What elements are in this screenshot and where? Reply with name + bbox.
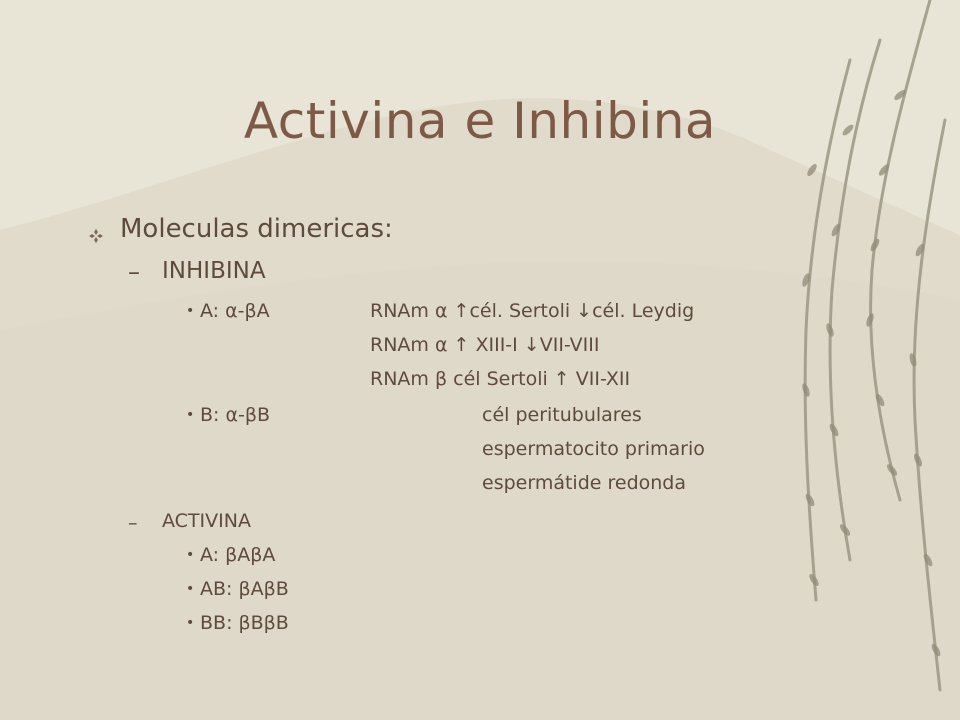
dash-marker: – — [128, 512, 138, 534]
activina-item-1: A: βAβA — [200, 544, 276, 566]
inhibina-a-label: A: α-βA — [200, 300, 270, 322]
bullet-dot: • — [186, 615, 195, 631]
inhibina-b-line-1: cél peritubulares — [482, 404, 642, 426]
bullet-moleculas-dimericas: Moleculas dimericas: — [120, 214, 393, 244]
inhibina-heading: INHIBINA — [162, 258, 266, 284]
bullet-dot: • — [186, 547, 195, 563]
inhibina-b-label: B: α-βB — [200, 404, 271, 426]
bullet-dot: • — [186, 581, 195, 597]
inhibina-b-line-2: espermatocito primario — [482, 438, 705, 460]
dash-marker: – — [128, 258, 140, 286]
activina-item-3: BB: βBβB — [200, 612, 289, 634]
inhibina-b-line-3: espermátide redonda — [482, 472, 686, 494]
lower-hill-shape — [0, 261, 960, 720]
activina-item-2: AB: βAβB — [200, 578, 289, 600]
inhibina-a-line-1: RNAm α ↑cél. Sertoli ↓cél. Leydig — [370, 300, 695, 322]
bullet-dot: • — [186, 407, 195, 423]
activina-heading: ACTIVINA — [162, 510, 251, 532]
four-diamond-bullet-icon — [88, 228, 104, 244]
slide-title: Activina e Inhibina — [243, 92, 717, 150]
inhibina-a-line-3: RNAm β cél Sertoli ↑ VII-XII — [370, 368, 631, 390]
bullet-dot: • — [186, 303, 195, 319]
inhibina-a-line-2: RNAm α ↑ XIII-I ↓VII-VIII — [370, 334, 600, 356]
